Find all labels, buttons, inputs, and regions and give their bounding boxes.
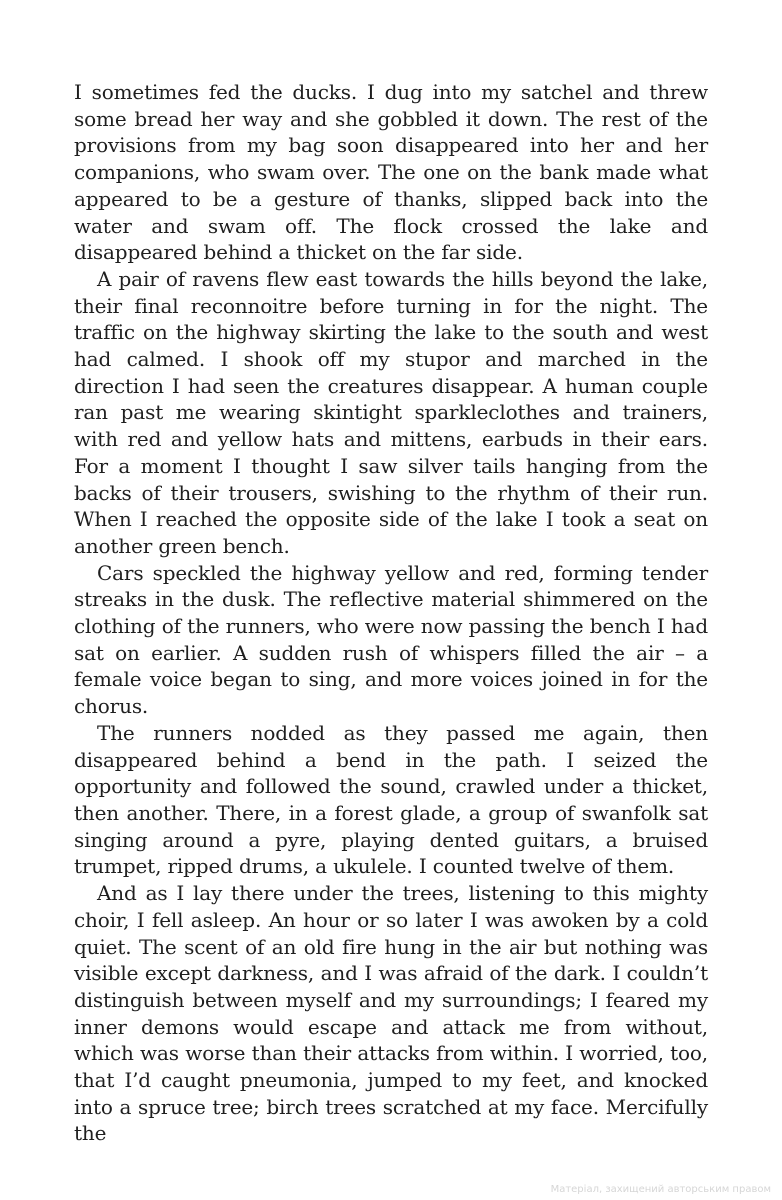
book-page-text bbox=[74, 79, 708, 1147]
paragraph-1: I sometimes fed the ducks. I dug into my satchel and threw some bread her way and she gobbled it down. The rest of the provisions from my bag soon disappeared into her and her companions, who swam over. The one on the bank made what appeared to be a gesture of thanks, slipped back into the water and swam off. The flock crossed the lake and disappeared behind a thicket on the far side. bbox=[74, 80, 708, 265]
paragraph-3: Cars speckled the highway yellow and red, forming tender streaks in the dusk. The reflective material shimmered on the clothing of the runners, who were now passing the bench I had sat on earlier. A sudden rush of whispers filled the air – a female voice began to sing, and more voices joined in for the chorus. bbox=[74, 560, 708, 719]
paragraph-5: And as I lay there under the trees, listening to this mighty choir, I fell asleep. An hour or so later I was awoken by a cold quiet. The scent of an old fire hung in the air but nothing was visible except darkness, and I was afraid of the dark. I couldn’t distinguish between myself and my surroundings; I feared my inner demons would escape and attack me from without, which was worse than their attacks from within. I worried, too, that I’d caught pneumonia, jumped to my feet, and knocked into a spruce tree; birch trees scratched at my face. Mercifully the bbox=[74, 881, 708, 1146]
copyright-watermark: Матеріал, захищений авторським правом bbox=[550, 1184, 771, 1195]
paragraph-2: A pair of ravens flew east towards the hills beyond the lake, their final reconnoitre before turning in for the night. The traffic on the highway skirting the lake to the south and west had calmed. I shook off my stupor and marched in the direction I had seen the creatures disappear. A human couple ran past me wearing skintight sparkleclothes and trainers, with red and yellow hats and mittens, earbuds in their ears. For a moment I thought I saw silver tails hanging from the backs of their trousers, swishing to the rhythm of their run. When I reached the opposite side of the lake I took a seat on another green bench. bbox=[74, 266, 708, 558]
paragraph-4: The runners nodded as they passed me again, then disappeared behind a bend in the path. I seized the opportunity and followed the sound, crawled under a thicket, then another. There, in a forest glade, a group of swanfolk sat singing around a pyre, playing dented guitars, a bruised trumpet, ripped drums, a ukulele. I counted twelve of them. bbox=[74, 720, 708, 879]
